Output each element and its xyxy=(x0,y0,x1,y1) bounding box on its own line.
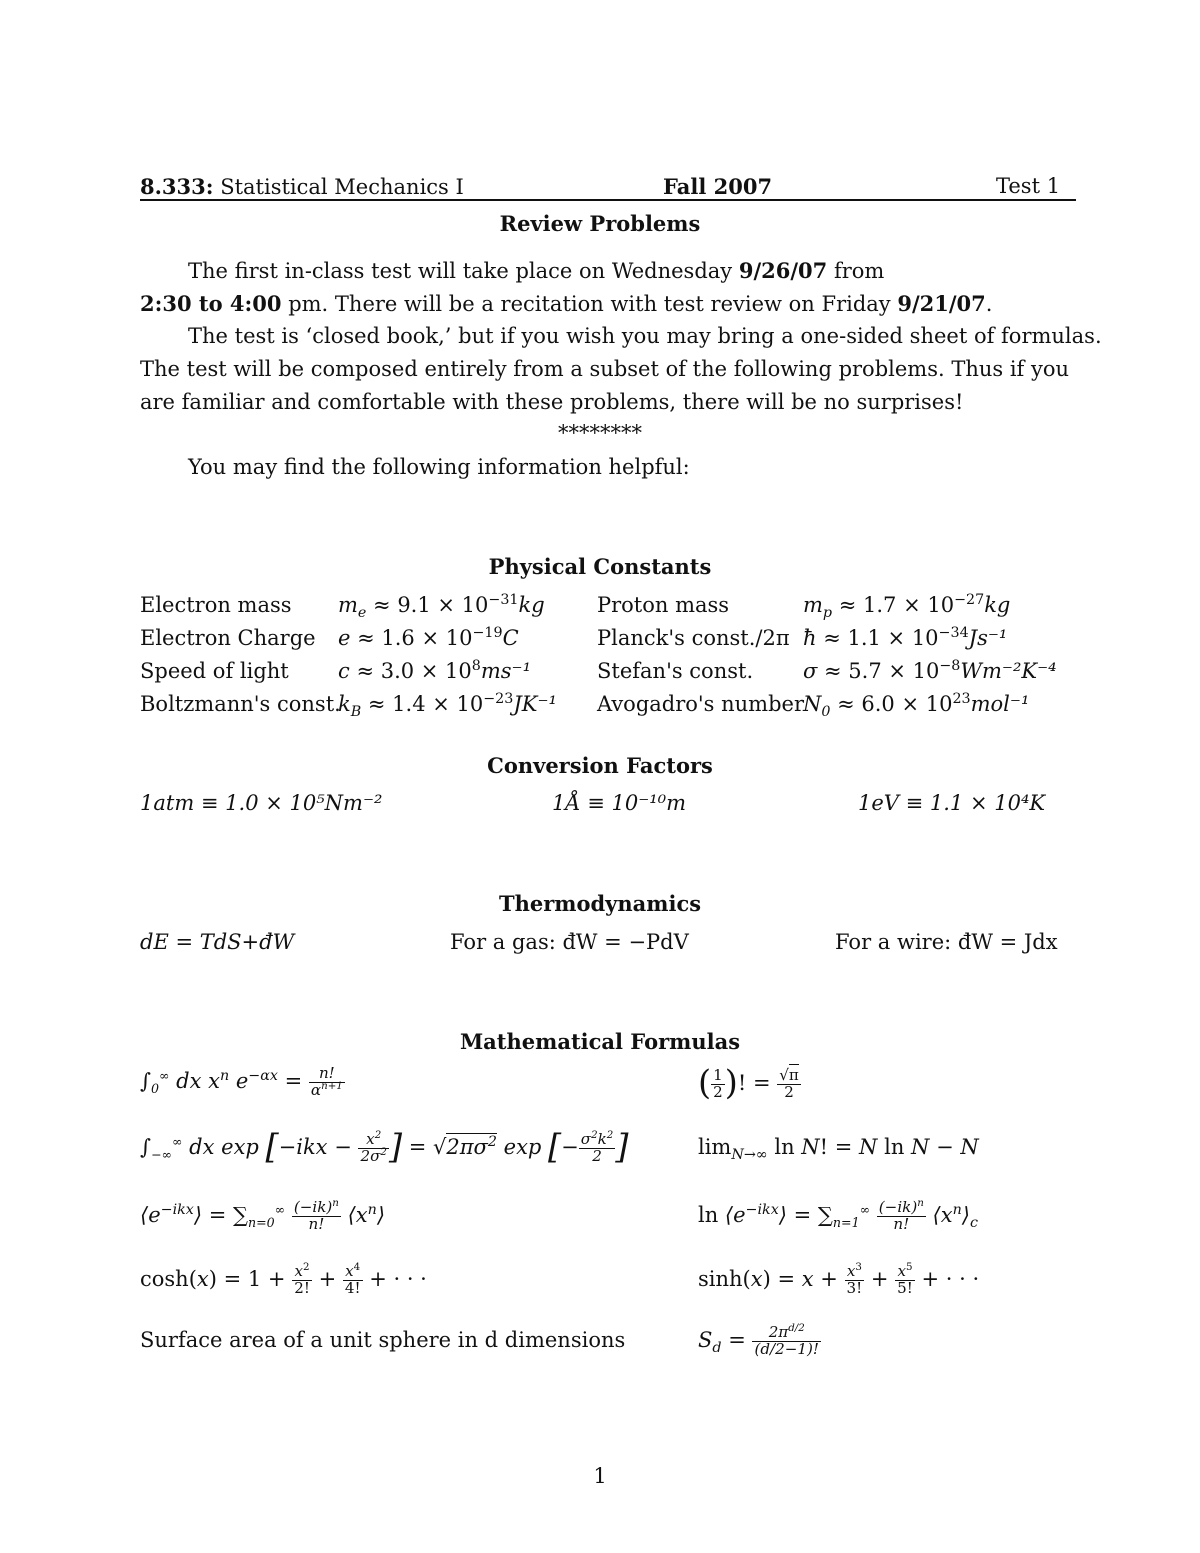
constant-value: $\sigma \approx 5.7 \times 10^{-8}Wm^{-2}K^{-4}$ xyxy=(803,658,1057,683)
intro-line-5: are familiar and comfortable with these problems, there will be no surprises! xyxy=(140,390,964,414)
formula-cosh: cosh(x) = 1 + $\frac{x^2}{2!}$ + $\frac{x^4}{4!}$ + · · · xyxy=(140,1260,427,1297)
test-label: Test 1 xyxy=(996,174,1061,198)
formula-stirling: $\lim_{N\to\infty} \ln N$! = N ln N − N xyxy=(698,1135,979,1164)
thermo-first-law: dE = TdS+đW xyxy=(140,930,295,954)
constant-name: Avogadro's number xyxy=(597,692,805,716)
formula-sinh: sinh(x) = x + $\frac{x^3}{3!}$ + $\frac{x^5}{5!}$ + · · · xyxy=(698,1260,980,1297)
intro-line-1: The first in-class test will take place on Wednesday 9/26/07 from xyxy=(188,258,885,283)
constant-name: Electron Charge xyxy=(140,626,316,650)
page-number: 1 xyxy=(593,1464,607,1488)
course-code: 8.333: xyxy=(140,174,214,199)
conversion-ev: 1eV ≡ 1.1 × 10⁴K xyxy=(858,791,1046,815)
constant-name: Electron mass xyxy=(140,593,292,617)
constant-value: $c \approx 3.0 \times 10^8ms^{-1}$ xyxy=(338,658,532,683)
constant-name: Stefan's const. xyxy=(597,659,754,683)
intro-line-3: The test is ‘closed book,’ but if you wish you may bring a one-sided sheet of formulas. xyxy=(188,324,1102,348)
constant-value: $m_p \approx 1.7 \times 10^{-27}kg$ xyxy=(803,592,1011,622)
header-rule xyxy=(140,199,1076,201)
constant-value: $N_0 \approx 6.0 \times 10^{23}mol^{-1}$ xyxy=(803,691,1030,721)
term: Fall 2007 xyxy=(663,174,773,199)
intro-line-2: 2:30 to 4:00 pm. There will be a recitation with test review on Friday 9/21/07. xyxy=(140,291,993,316)
thermo-wire: For a wire: đW = Jdx xyxy=(835,930,1058,954)
thermo-gas: For a gas: đW = −PdV xyxy=(450,930,689,954)
conversion-atm: 1atm ≡ 1.0 × 10⁵Nm⁻² xyxy=(140,791,383,815)
formula-characteristic: $⟨e^{-ikx}⟩ = \sum_{n=0}^\infty$ $\frac{(-ik)^n}{n!}$ $⟨x^n⟩$ xyxy=(140,1196,386,1233)
formula-gamma-integral: $\int_0^\infty$ dx $x^n$ $e^{-\alpha x}$ = $\frac{n!}{\alpha^{n+1}}$ xyxy=(140,1064,343,1099)
course-name: Statistical Mechanics I xyxy=(220,175,464,199)
section-mathematical-formulas: Mathematical Formulas xyxy=(459,1029,741,1054)
section-thermodynamics: Thermodynamics xyxy=(498,891,702,916)
formula-cumulant: $\ln ⟨e^{-ikx}⟩ = \sum_{n=1}^\infty$ $\frac{(-ik)^n}{n!}$ $⟨x^n⟩_c$ xyxy=(698,1196,978,1233)
conversion-angstrom: 1Å ≡ 10⁻¹⁰m xyxy=(552,791,687,815)
section-conversion-factors: Conversion Factors xyxy=(487,753,713,778)
constant-value: $e \approx 1.6 \times 10^{-19}C$ xyxy=(338,625,519,650)
page-title: Review Problems xyxy=(499,211,701,236)
constant-value: ħ ≈ $1.1 \times 10^{-34}Js^{-1}$ xyxy=(803,625,1008,650)
section-physical-constants: Physical Constants xyxy=(488,554,712,579)
formula-half-factorial: ( $\frac{1}{2}$ )! = $\frac{√\pi}{2}$ xyxy=(698,1063,799,1102)
intro-line-6: You may find the following information helpful: xyxy=(188,455,690,479)
formula-surface-area: $S_d$ = $\frac{2\pi^{d/2}}{(d/2-1)!}$ xyxy=(698,1321,819,1358)
separator-stars: ******** xyxy=(558,421,642,445)
constant-name: Planck's const./2π xyxy=(597,626,790,650)
constant-name: Boltzmann's const. xyxy=(140,692,341,716)
intro-line-4: The test will be composed entirely from a subset of the following problems. Thus if you xyxy=(140,357,1070,381)
formula-gaussian-integral: $\int_{-\infty}^\infty$ dx exp [−ikx − $\frac{x^2}{2\sigma^2}$ ] = $√2\pi\sigma^2$ exp [− $\frac{\sigma^2k^2}{2}$ ] xyxy=(140,1127,629,1166)
constant-name: Speed of light xyxy=(140,659,289,683)
course-header xyxy=(140,176,464,198)
constant-value: $m_e \approx 9.1 \times 10^{-31}kg$ xyxy=(338,592,545,622)
constant-value: $k_B \approx 1.4 \times 10^{-23}JK^{-1}$ xyxy=(338,691,557,721)
constant-name: Proton mass xyxy=(597,593,730,617)
formula-surface-area-label: Surface area of a unit sphere in d dimensions xyxy=(140,1328,626,1352)
